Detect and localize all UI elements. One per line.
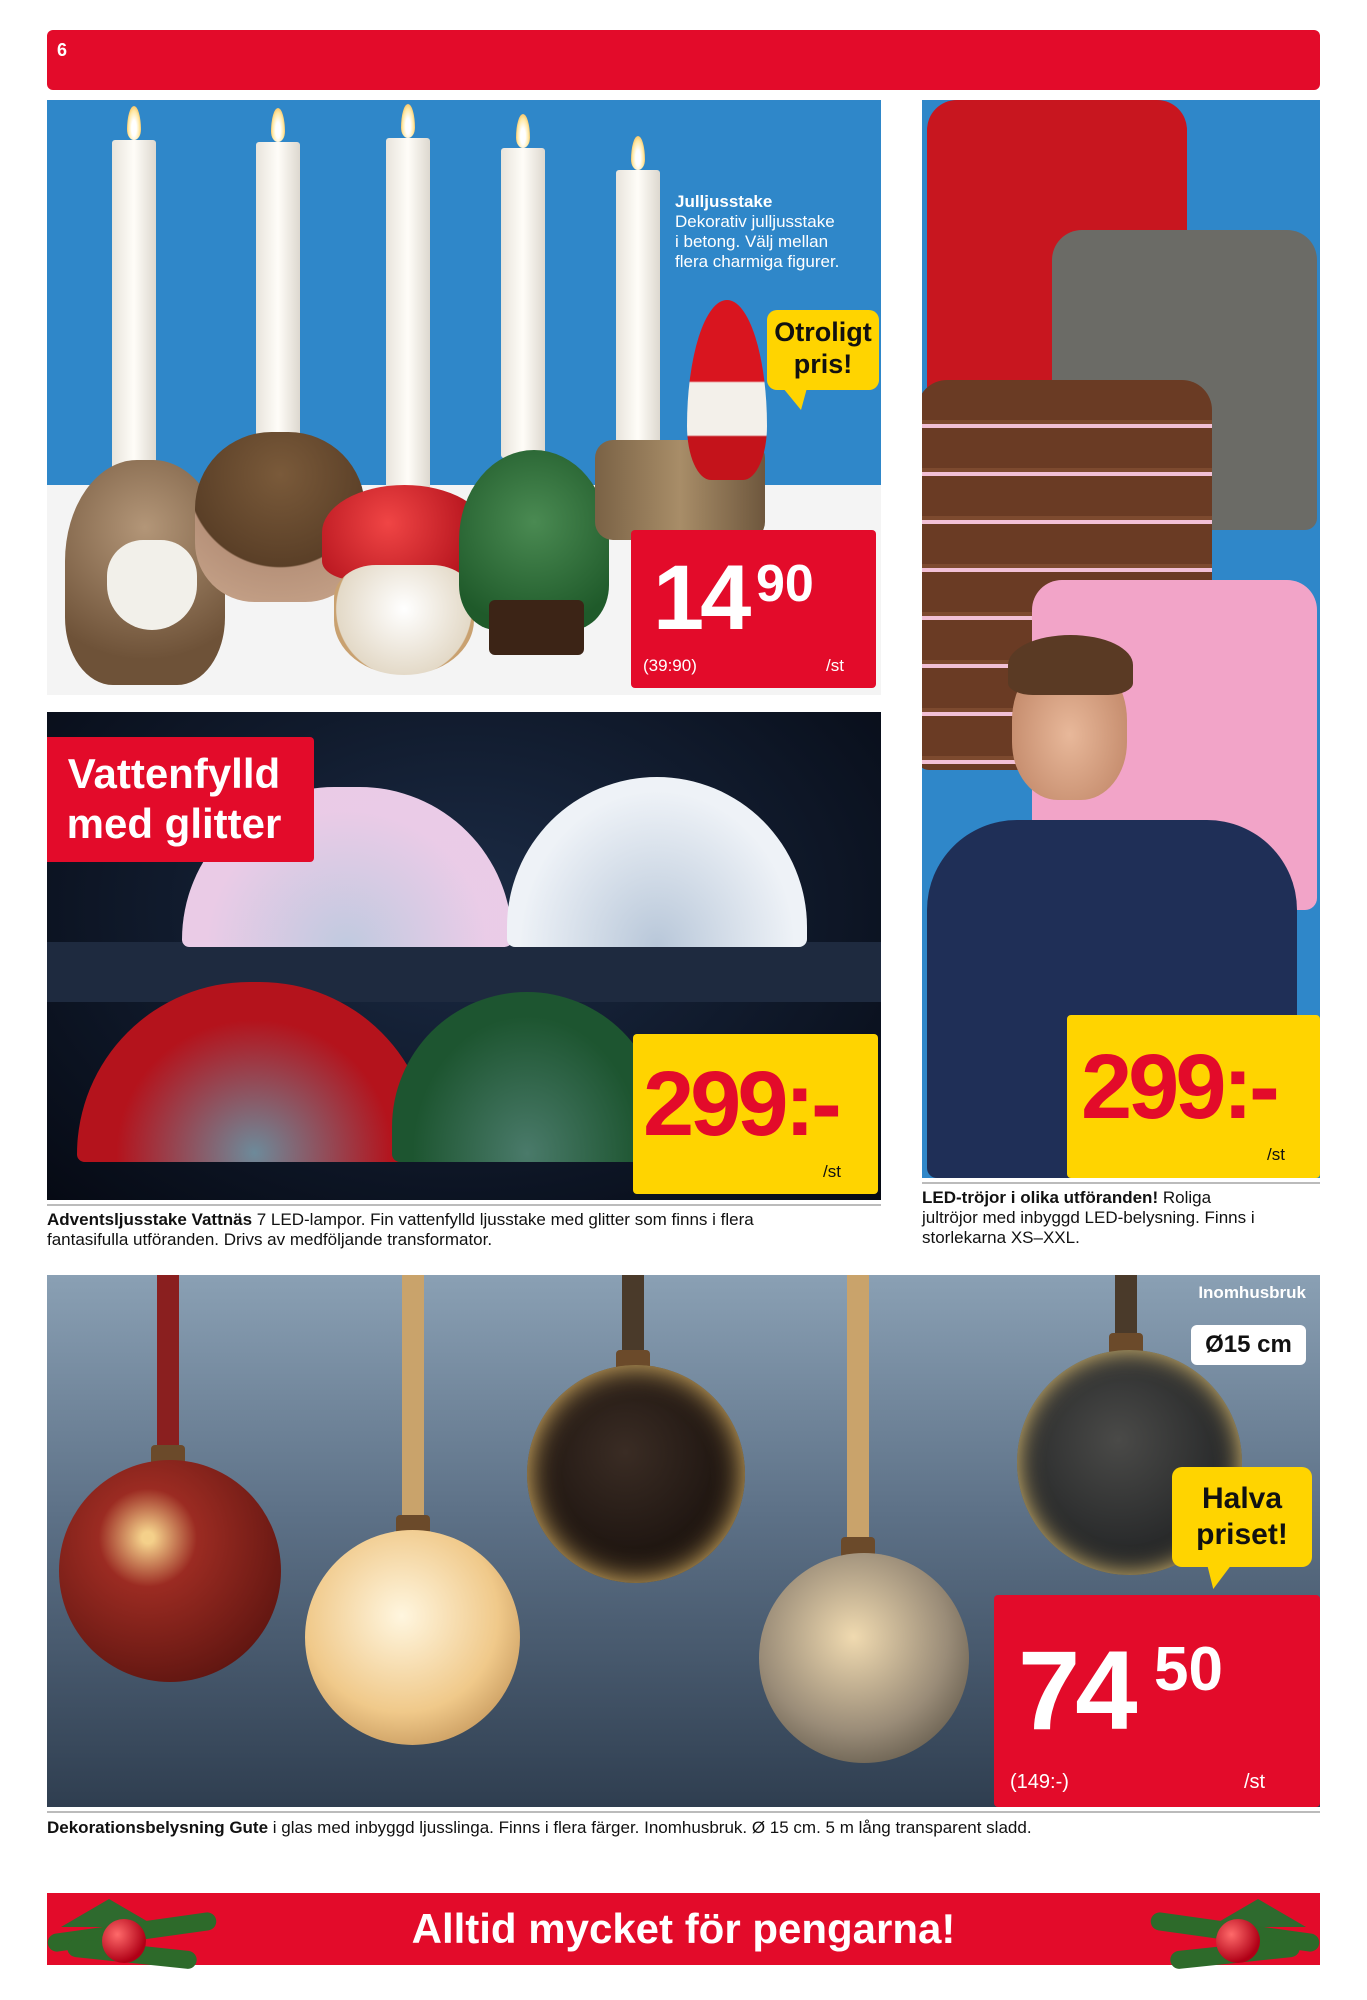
top-banner [47,30,1320,90]
flame-icon [127,106,141,140]
flame-icon [516,114,530,148]
price-main: 299:- [643,1053,838,1155]
green-advent-candlestick [392,992,662,1162]
white-ornament-ball [305,1530,520,1745]
bubble-line: priset! [1196,1518,1288,1551]
flame-icon [271,108,285,142]
caption-title: Dekorationsbelysning Gute [47,1818,269,1837]
product-description [675,192,875,272]
caption-text: fantasifulla utföranden. Drivs av medföljande transformator. [47,1230,493,1249]
badge-line: Vattenfylld [67,750,281,797]
white-advent-candlestick [507,777,807,947]
old-price: (149:-) [1010,1771,1069,1793]
divider [47,1811,1320,1813]
hanging-ribbon [1115,1275,1137,1335]
candle [256,142,300,452]
hanging-ribbon [402,1275,424,1520]
candle-holder-product-image [47,100,881,695]
bubble-line: pris! [793,349,853,379]
decoration-lights-product-image [47,1275,1320,1807]
usage-tag: Inomhusbruk [1198,1283,1306,1302]
price-main: 74 [1018,1628,1133,1753]
display-shelf [47,942,881,1002]
price-unit: /st [1244,1771,1266,1793]
old-price: (39:90) [643,656,697,675]
price-tag [994,1595,1320,1807]
price-tag [1067,1015,1320,1178]
feature-badge [47,737,314,862]
caption-title: Adventsljusstake Vattnäs [47,1210,253,1229]
price-decimals: 50 [1154,1635,1223,1704]
divider [47,1204,881,1206]
divider [922,1182,1320,1184]
hanging-ribbon [157,1275,179,1450]
caption-text: storlekarna XS–XXL. [922,1228,1080,1247]
caption-text: Roliga [1158,1188,1212,1207]
price-unit: /st [826,656,844,675]
santa-figure [687,300,767,480]
price-decimals: 90 [756,555,814,613]
sweater-caption [922,1188,1322,1248]
price-tag [631,530,876,688]
caption-text: i glas med inbyggd ljusslinga. Finns i flera färger. Inomhusbruk. Ø 15 cm. 5 m lång transparent sladd. [268,1818,1032,1837]
bubble-line: Otroligt [774,317,872,347]
description-line: flera charmiga figurer. [675,252,840,271]
hanging-ribbon [847,1275,869,1540]
tree-base [489,600,584,655]
black-ornament-ball [527,1365,745,1583]
gnome-beard [107,540,197,630]
red-advent-candlestick [77,982,432,1162]
price-main: 14 [653,547,748,649]
bubble-line: Halva [1201,1482,1283,1515]
price-tag [633,1034,878,1194]
clear-ornament-ball [759,1553,969,1763]
candle [616,170,660,450]
decoration-caption [47,1818,1327,1838]
description-line: Dekorativ julljusstake [675,212,835,231]
page-number: 6 [57,40,68,60]
red-ornament-ball [59,1460,281,1682]
price-main: 299:- [1081,1036,1276,1138]
size-tag: Ø15 cm [1191,1325,1306,1365]
description-line: i betong. Välj mellan [675,232,829,251]
advent-caption [47,1210,887,1250]
hanging-ribbon [622,1275,644,1355]
mushroom-gnome [334,565,474,675]
footer-banner [47,1893,1320,1965]
badge-line: med glitter [66,800,282,847]
footer-slogan: Alltid mycket för pengarna! [411,1905,956,1952]
product-title: Julljusstake [675,192,773,211]
flame-icon [631,136,645,170]
price-callout-bubble [1172,1467,1312,1567]
price-unit: /st [823,1162,841,1181]
caption-title: LED-tröjor i olika utföranden! [922,1188,1159,1207]
speech-bubble-icon [783,388,815,410]
caption-text: jultröjor med inbyggd LED-belysning. Finns i [922,1208,1255,1227]
advent-candlestick-product-image [47,712,881,1200]
price-callout-bubble [767,310,879,390]
model-hair [1008,635,1133,695]
candle [386,138,430,498]
candle [112,140,156,470]
price-unit: /st [1267,1145,1285,1164]
flame-icon [401,104,415,138]
candle [501,148,545,458]
caption-text: 7 LED-lampor. Fin vattenfylld ljusstake med glitter som finns i flera [252,1210,754,1229]
led-sweaters-product-image [922,100,1320,1178]
